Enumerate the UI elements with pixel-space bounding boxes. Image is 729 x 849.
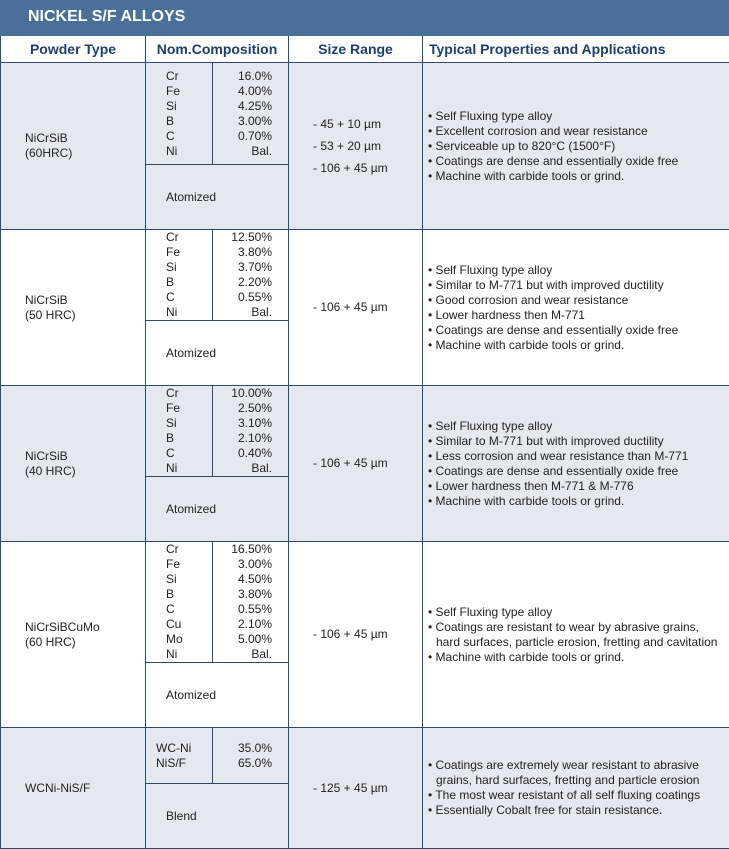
size-range-cell [289, 230, 423, 386]
property-item: • Similar to M-771 but with improved ductility [428, 278, 729, 293]
property-item: • Machine with carbide tools or grind. [428, 494, 729, 509]
element-percent: 0.70% [213, 129, 272, 144]
size-range-cell [289, 728, 423, 849]
property-item: • Lower hardness then M-771 [428, 308, 729, 323]
element-percent: 0.55% [213, 602, 272, 617]
alloy-hardness: (40 HRC) [25, 464, 145, 479]
element-percent: 3.00% [213, 114, 272, 129]
property-item: grains, hard surfaces, fretting and particle erosion [428, 773, 729, 788]
element-symbol: Cu [166, 617, 212, 632]
element-symbol: Fe [166, 245, 212, 260]
element-percent: 5.00% [213, 632, 272, 647]
element-symbol: Fe [166, 401, 212, 416]
element-symbol: C [166, 290, 212, 305]
composition-cell [146, 230, 289, 386]
size-range-cell [289, 386, 423, 542]
property-item: • Machine with carbide tools or grind. [428, 650, 729, 665]
element-symbol: Ni [166, 305, 212, 320]
element-symbol: B [166, 587, 212, 602]
element-symbol: Fe [166, 84, 212, 99]
powder-type-cell [1, 728, 146, 849]
composition-cell [146, 542, 289, 728]
alloy-table [0, 36, 729, 849]
table-row [1, 230, 729, 386]
element-symbol: Cr [166, 230, 212, 245]
alloy-hardness: (60HRC) [25, 146, 145, 161]
element-percent: 2.50% [213, 401, 272, 416]
size-value: - 125 + 45 µm [313, 781, 422, 796]
alloy-name: NiCrSiBCuMo [25, 620, 145, 635]
element-percent: Bal. [213, 305, 272, 320]
element-column [146, 230, 213, 320]
powder-type-cell [1, 386, 146, 542]
properties-cell [423, 542, 729, 728]
element-percent: 4.25% [213, 99, 272, 114]
property-item: • Similar to M-771 but with improved ductility [428, 434, 729, 449]
element-percent: 4.50% [213, 572, 272, 587]
property-item: • Machine with carbide tools or grind. [428, 169, 729, 184]
composition-breakdown [146, 386, 288, 477]
alloy-hardness: (60 HRC) [25, 635, 145, 650]
size-range-cell [289, 63, 423, 230]
element-column [146, 728, 213, 783]
property-item: • Machine with carbide tools or grind. [428, 338, 729, 353]
element-symbol: Si [166, 99, 212, 114]
element-symbol: Si [166, 416, 212, 431]
element-percent: 16.50% [213, 542, 272, 557]
percent-column [213, 386, 288, 476]
element-percent: Bal. [213, 144, 272, 159]
table-body [1, 63, 729, 849]
manufacturing-method: Blend [146, 784, 288, 848]
property-item: • Self Fluxing type alloy [428, 419, 729, 434]
percent-column [213, 542, 288, 662]
element-percent: 3.00% [213, 557, 272, 572]
manufacturing-method: Atomized [146, 165, 288, 229]
property-item: hard surfaces, particle erosion, fretting and cavitation [428, 635, 729, 650]
alloy-hardness: (50 HRC) [25, 308, 145, 323]
percent-column [213, 728, 288, 783]
property-item: • Excellent corrosion and wear resistance [428, 124, 729, 139]
title-bar [0, 0, 729, 36]
element-symbol: C [166, 129, 212, 144]
element-symbol: B [166, 114, 212, 129]
property-item: • Self Fluxing type alloy [428, 109, 729, 124]
element-percent: 12.50% [213, 230, 272, 245]
element-percent: 3.10% [213, 416, 272, 431]
composition-cell [146, 386, 289, 542]
table-row [1, 728, 729, 849]
composition-cell [146, 63, 289, 230]
header-powder-type: Powder Type [1, 36, 146, 63]
alloy-name: WCNi-NiS/F [25, 781, 145, 796]
property-item: • Essentially Cobalt free for stain resistance. [428, 803, 729, 818]
element-percent: Bal. [213, 647, 272, 662]
property-item: • Serviceable up to 820°C (1500°F) [428, 139, 729, 154]
header-size-range: Size Range [289, 36, 423, 63]
element-percent: 2.10% [213, 617, 272, 632]
element-percent: 0.55% [213, 290, 272, 305]
composition-breakdown [146, 728, 288, 784]
element-symbol: Si [166, 260, 212, 275]
property-item: • Coatings are dense and essentially oxide free [428, 154, 729, 169]
property-item: • The most wear resistant of all self fluxing coatings [428, 788, 729, 803]
property-item: • Self Fluxing type alloy [428, 605, 729, 620]
element-symbol: Cr [166, 69, 212, 84]
element-symbol: NiS/F [156, 756, 212, 771]
property-item: • Good corrosion and wear resistance [428, 293, 729, 308]
header-properties: Typical Properties and Applications [423, 36, 729, 63]
size-value: - 106 + 45 µm [313, 161, 422, 176]
size-value: - 106 + 45 µm [313, 300, 422, 315]
size-value: - 106 + 45 µm [313, 456, 422, 471]
header-composition: Nom.Composition [146, 36, 289, 63]
size-range-cell [289, 542, 423, 728]
element-column [146, 542, 213, 662]
table-row [1, 386, 729, 542]
page-title: NICKEL S/F ALLOYS [28, 8, 185, 26]
element-symbol: B [166, 275, 212, 290]
element-symbol: C [166, 602, 212, 617]
size-value: - 106 + 45 µm [313, 627, 422, 642]
percent-column [213, 63, 288, 164]
element-percent: 0.40% [213, 446, 272, 461]
percent-column [213, 230, 288, 320]
composition-breakdown [146, 542, 288, 663]
property-item: • Coatings are dense and essentially oxide free [428, 464, 729, 479]
element-symbol: Si [166, 572, 212, 587]
composition-breakdown [146, 63, 288, 165]
property-item: • Coatings are extremely wear resistant to abrasive [428, 758, 729, 773]
property-item: • Self Fluxing type alloy [428, 263, 729, 278]
manufacturing-method: Atomized [146, 663, 288, 727]
element-percent: 3.80% [213, 245, 272, 260]
element-symbol: Ni [166, 461, 212, 476]
element-percent: 65.0% [213, 756, 272, 771]
element-symbol: WC-Ni [156, 741, 212, 756]
element-percent: 3.80% [213, 587, 272, 602]
element-symbol: Fe [166, 557, 212, 572]
element-symbol: Cr [166, 542, 212, 557]
property-item: • Coatings are resistant to wear by abrasive grains, [428, 620, 729, 635]
element-symbol: Mo [166, 632, 212, 647]
property-item: • Less corrosion and wear resistance than M-771 [428, 449, 729, 464]
element-percent: 35.0% [213, 741, 272, 756]
properties-cell [423, 386, 729, 542]
element-percent: 10.00% [213, 386, 272, 401]
composition-breakdown [146, 230, 288, 321]
manufacturing-method: Atomized [146, 321, 288, 385]
properties-cell [423, 230, 729, 386]
table-row [1, 63, 729, 230]
powder-type-cell [1, 230, 146, 386]
size-value: - 45 + 10 µm [313, 117, 422, 132]
property-item: • Lower hardness then M-771 & M-776 [428, 479, 729, 494]
element-percent: 2.10% [213, 431, 272, 446]
element-percent: Bal. [213, 461, 272, 476]
table-row [1, 542, 729, 728]
element-symbol: Cr [166, 386, 212, 401]
element-percent: 2.20% [213, 275, 272, 290]
element-column [146, 386, 213, 476]
properties-cell [423, 728, 729, 849]
element-column [146, 63, 213, 164]
element-symbol: C [166, 446, 212, 461]
element-percent: 16.0% [213, 69, 272, 84]
alloy-name: NiCrSiB [25, 131, 145, 146]
composition-cell [146, 728, 289, 849]
element-symbol: Ni [166, 144, 212, 159]
alloy-name: NiCrSiB [25, 293, 145, 308]
property-item: • Coatings are dense and essentially oxide free [428, 323, 729, 338]
element-symbol: Ni [166, 647, 212, 662]
powder-type-cell [1, 542, 146, 728]
size-value: - 53 + 20 µm [313, 139, 422, 154]
element-percent: 4.00% [213, 84, 272, 99]
element-percent: 3.70% [213, 260, 272, 275]
alloy-name: NiCrSiB [25, 449, 145, 464]
header-row [1, 36, 729, 63]
powder-type-cell [1, 63, 146, 230]
element-symbol: B [166, 431, 212, 446]
properties-cell [423, 63, 729, 230]
manufacturing-method: Atomized [146, 477, 288, 541]
